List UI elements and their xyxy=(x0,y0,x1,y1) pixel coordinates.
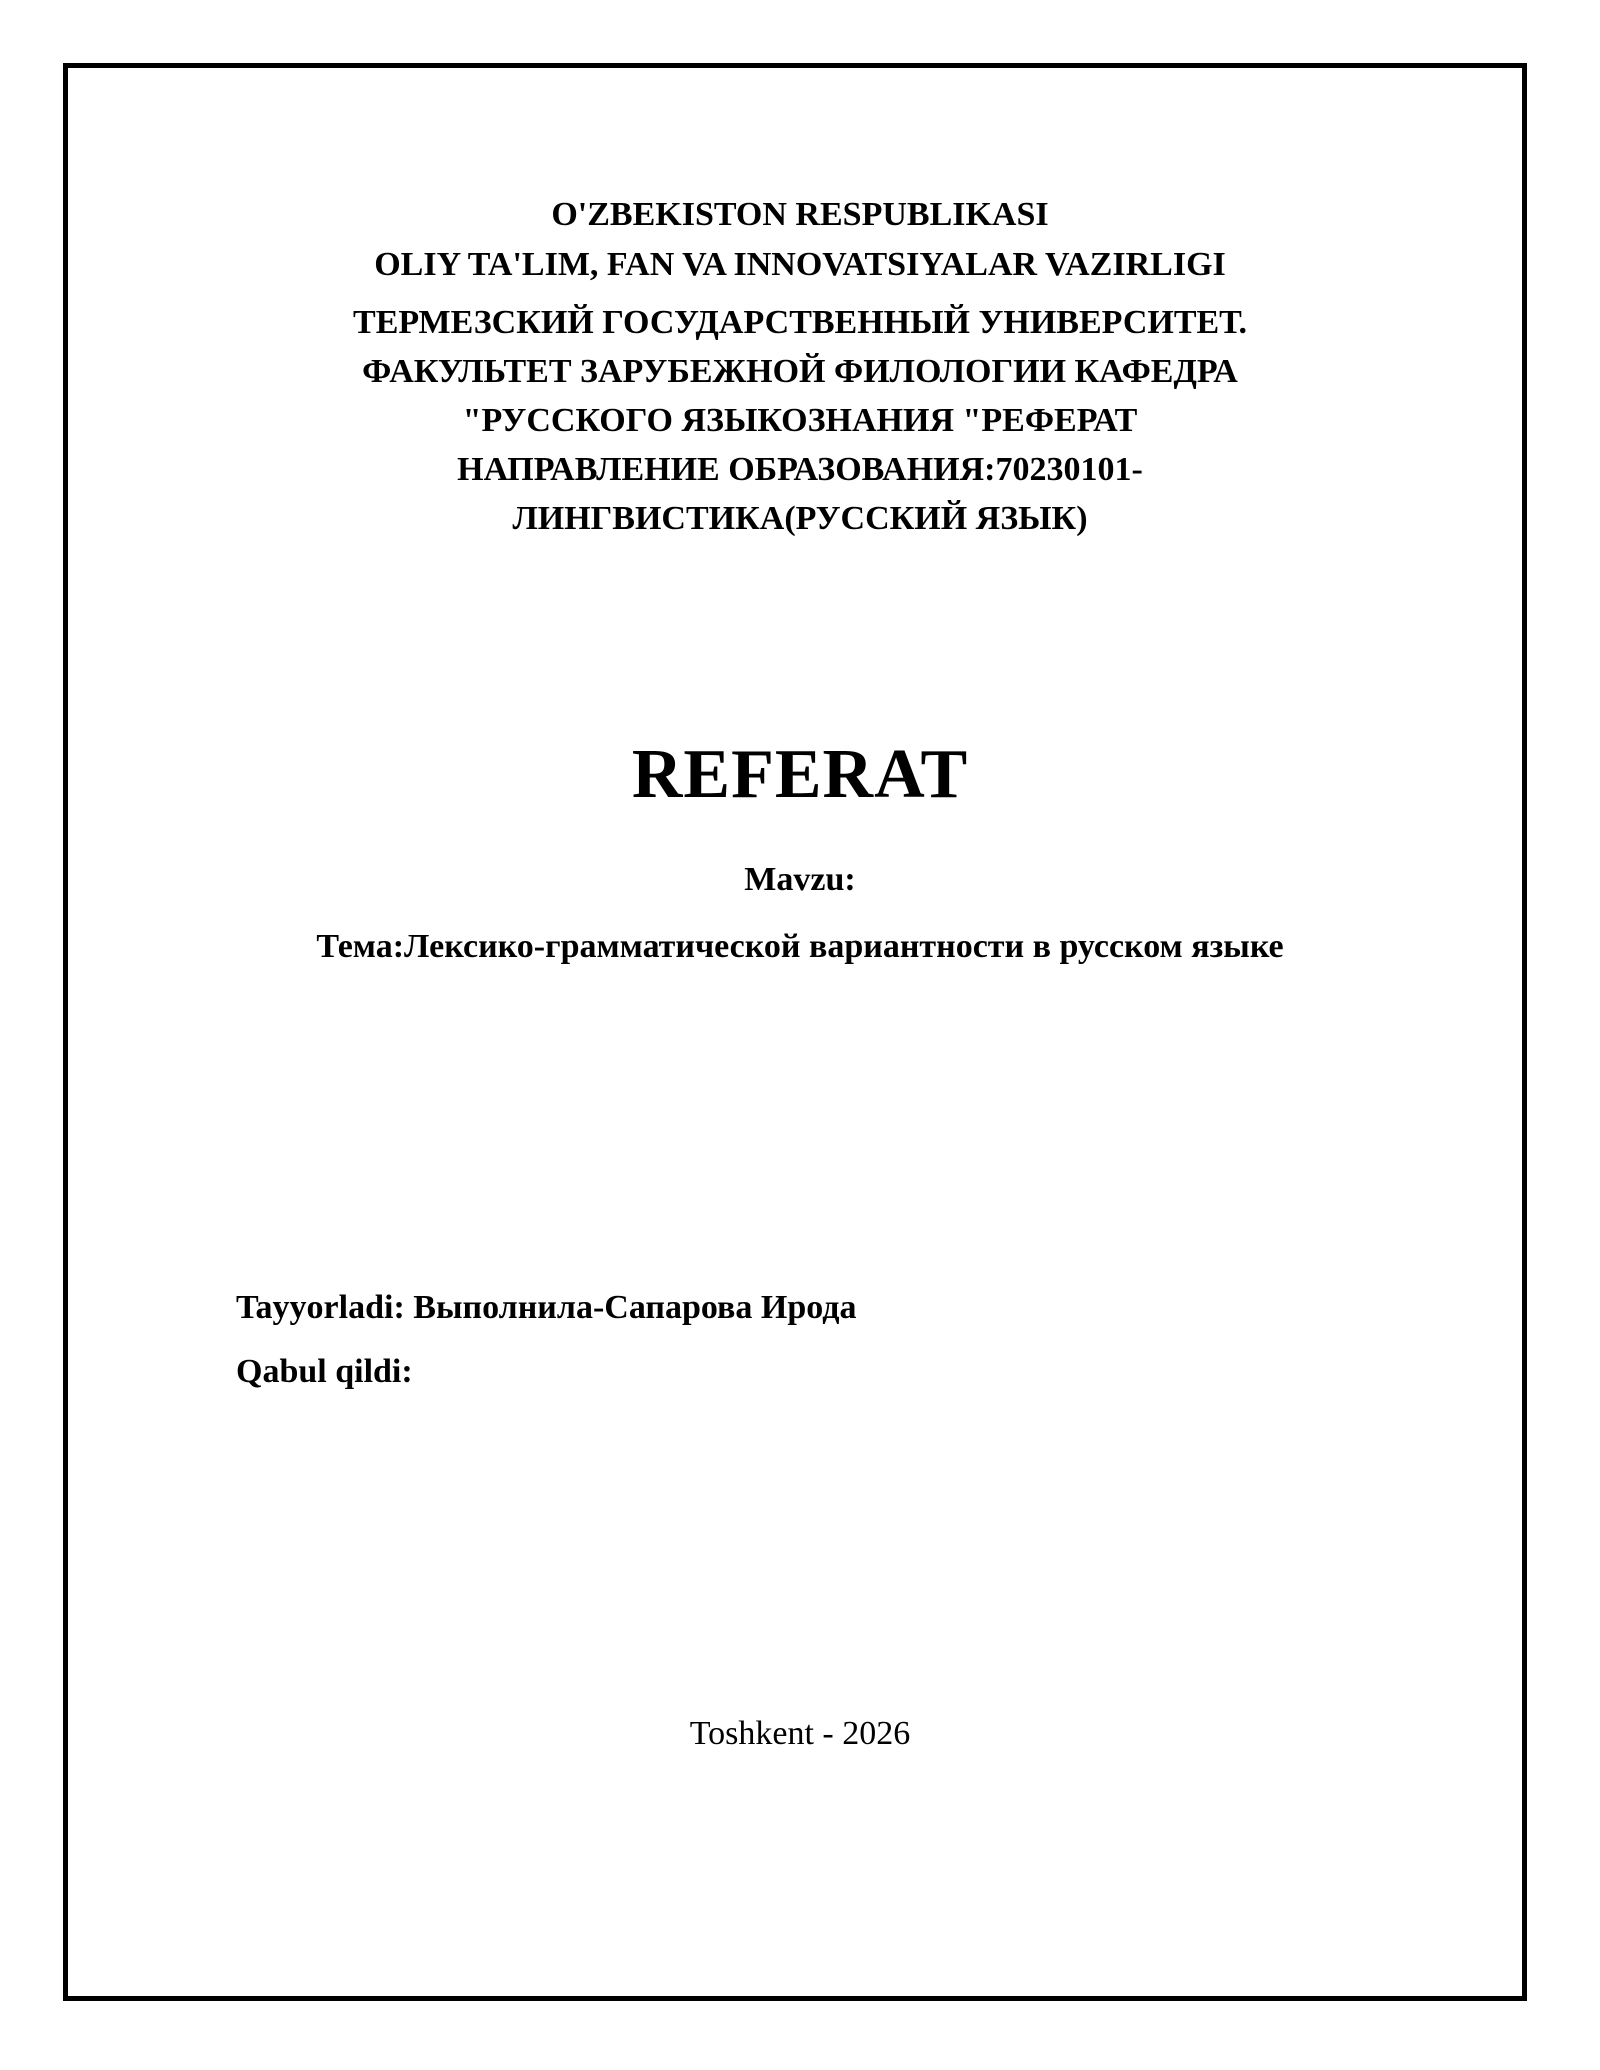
place-year: Toshkent - 2026 xyxy=(689,1715,911,1752)
header-ministry: OLIY TA'LIM, FAN VA INNOVATSIYALAR VAZIRLIGI xyxy=(374,246,1226,283)
topic-line: Тема:Лексико-грамматической вариантности в русском языке xyxy=(316,928,1284,965)
header-country: O'ZBEKISTON RESPUBLIKASI xyxy=(551,196,1049,233)
document-title: REFERAT xyxy=(631,736,969,813)
mavzu-label: Mavzu: xyxy=(744,861,856,898)
university-line-5: ЛИНГВИСТИКА(РУССКИЙ ЯЗЫК) xyxy=(512,500,1088,537)
prepared-by: Tayyorladi: Выполнила-Сапарова Ирода xyxy=(236,1289,857,1326)
university-line-2: ФАКУЛЬТЕТ ЗАРУБЕЖНОЙ ФИЛОЛОГИИ КАФЕДРА xyxy=(362,353,1238,390)
university-info xyxy=(0,298,1600,543)
university-line-3: "РУССКОГО ЯЗЫКОЗНАНИЯ "РЕФЕРАТ xyxy=(462,402,1138,439)
university-line-1: ТЕРМЕЗСКИЙ ГОСУДАРСТВЕННЫЙ УНИВЕРСИТЕТ. xyxy=(353,304,1247,341)
ministry-header xyxy=(0,190,1600,290)
university-line-4: НАПРАВЛЕНИЕ ОБРАЗОВАНИЯ:70230101- xyxy=(457,451,1143,488)
accepted-by: Qabul qildi: xyxy=(236,1353,413,1390)
